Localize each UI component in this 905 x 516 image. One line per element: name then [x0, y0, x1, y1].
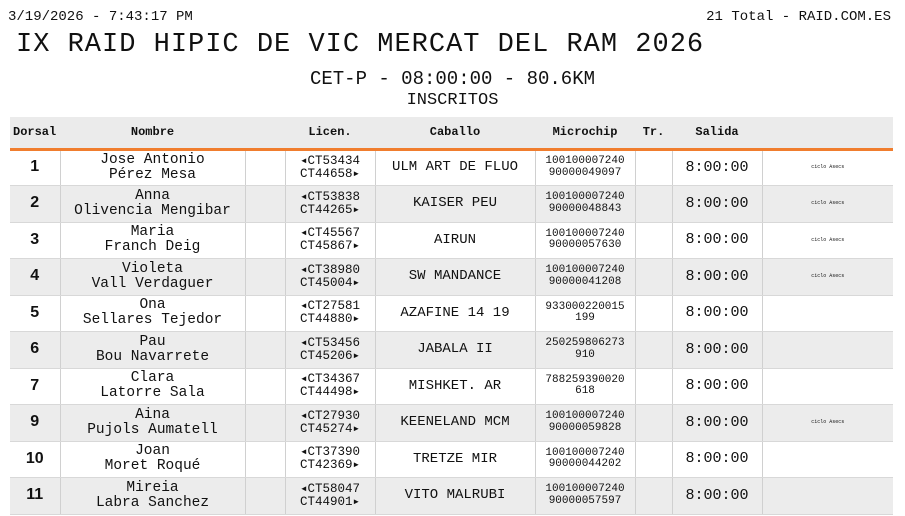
tr-cell — [635, 222, 672, 259]
rider-last-name: Franch Deig — [104, 239, 201, 256]
microchip-line1: 100100007240 — [545, 264, 625, 277]
rider-name-cell — [60, 405, 245, 442]
rider-license: ◂CT45567 — [299, 226, 361, 241]
dorsal-cell: 6 — [10, 332, 60, 369]
blank-cell — [245, 368, 285, 405]
license-cell — [285, 295, 375, 332]
rider-first-name: Violeta — [122, 260, 183, 277]
microchip-cell — [535, 478, 635, 515]
rider-name-cell — [60, 186, 245, 223]
blank-cell — [245, 295, 285, 332]
horse-license: CT42369▸ — [299, 458, 361, 473]
note-cell — [762, 478, 893, 515]
col-header-caballo: Caballo — [375, 117, 535, 149]
microchip-cell — [535, 405, 635, 442]
rider-first-name: Joan — [135, 443, 170, 460]
dorsal-cell: 10 — [10, 441, 60, 478]
rider-last-name: Moret Roqué — [104, 458, 201, 475]
rider-last-name: Pujols Aumatell — [87, 421, 218, 438]
col-header-blank — [245, 117, 285, 149]
rider-license: ◂CT53456 — [299, 335, 361, 350]
dorsal-cell: 11 — [10, 478, 60, 515]
rider-name-cell — [60, 368, 245, 405]
start-time-cell: 8:00:00 — [672, 332, 762, 369]
event-title: IX RAID HIPIC DE VIC MERCAT DEL RAM 2026 — [16, 30, 705, 60]
microchip-cell — [535, 368, 635, 405]
microchip-cell — [535, 295, 635, 332]
table-row — [10, 259, 893, 296]
col-header-nombre: Nombre — [60, 117, 245, 149]
col-header-licen: Licen. — [285, 117, 375, 149]
horse-cell: JABALA II — [375, 332, 535, 369]
blank-cell — [245, 405, 285, 442]
blank-cell — [245, 222, 285, 259]
rider-name-cell — [60, 222, 245, 259]
rider-name-cell — [60, 149, 245, 186]
horse-cell: KEENELAND MCM — [375, 405, 535, 442]
rider-last-name: Labra Sanchez — [95, 494, 210, 511]
microchip-line1: 100100007240 — [545, 191, 625, 204]
rider-first-name: Pau — [139, 333, 166, 350]
license-cell — [285, 441, 375, 478]
note-cell — [762, 295, 893, 332]
horse-cell: VITO MALRUBI — [375, 478, 535, 515]
microchip-line2: 618 — [575, 385, 595, 398]
col-header-microchip: Microchip — [535, 117, 635, 149]
report-header-line — [8, 9, 891, 27]
start-time-cell: 8:00:00 — [672, 259, 762, 296]
table-row — [10, 186, 893, 223]
table-row — [10, 368, 893, 405]
license-cell — [285, 332, 375, 369]
table-row — [10, 405, 893, 442]
tr-cell — [635, 332, 672, 369]
start-time-cell: 8:00:00 — [672, 478, 762, 515]
blank-cell — [245, 332, 285, 369]
horse-license: CT44498▸ — [299, 385, 361, 400]
horse-license: CT44880▸ — [299, 312, 361, 327]
microchip-line2: 90000059828 — [548, 421, 622, 434]
tr-cell — [635, 149, 672, 186]
dorsal-cell: 7 — [10, 368, 60, 405]
horse-cell: MISHKET. AR — [375, 368, 535, 405]
tr-cell — [635, 186, 672, 223]
rider-name-cell — [60, 259, 245, 296]
blank-cell — [245, 186, 285, 223]
rider-last-name: Latorre Sala — [100, 385, 205, 402]
table-header-row — [10, 117, 893, 149]
tr-cell — [635, 259, 672, 296]
tr-cell — [635, 441, 672, 478]
microchip-cell — [535, 222, 635, 259]
table-row — [10, 478, 893, 515]
microchip-cell — [535, 441, 635, 478]
microchip-cell — [535, 332, 635, 369]
start-time-cell: 8:00:00 — [672, 405, 762, 442]
dorsal-cell: 1 — [10, 149, 60, 186]
rider-first-name: Aina — [135, 406, 170, 423]
horse-cell: KAISER PEU — [375, 186, 535, 223]
horse-cell: AIRUN — [375, 222, 535, 259]
note-cell: ciclo Asecs — [762, 405, 893, 442]
note-cell: ciclo Asecs — [762, 186, 893, 223]
dorsal-cell: 9 — [10, 405, 60, 442]
tr-cell — [635, 368, 672, 405]
rider-name-cell — [60, 441, 245, 478]
microchip-line1: 100100007240 — [545, 155, 625, 168]
microchip-line1: 100100007240 — [545, 410, 625, 423]
rider-license: ◂CT58047 — [299, 481, 361, 496]
horse-cell: ULM ART DE FLUO — [375, 149, 535, 186]
blank-cell — [245, 441, 285, 478]
dorsal-cell: 5 — [10, 295, 60, 332]
horse-license: CT45004▸ — [299, 275, 361, 290]
dorsal-cell: 3 — [10, 222, 60, 259]
dorsal-cell: 4 — [10, 259, 60, 296]
horse-cell: TRETZE MIR — [375, 441, 535, 478]
start-time-cell: 8:00:00 — [672, 441, 762, 478]
license-cell — [285, 368, 375, 405]
rider-last-name: Bou Navarrete — [95, 348, 210, 365]
microchip-line2: 90000048843 — [548, 202, 622, 215]
rider-last-name: Vall Verdaguer — [91, 275, 214, 292]
table-row — [10, 149, 893, 186]
col-header-dorsal: Dorsal — [10, 117, 60, 149]
start-time-cell: 8:00:00 — [672, 149, 762, 186]
license-cell — [285, 405, 375, 442]
rider-name-cell — [60, 332, 245, 369]
microchip-line2: 90000044202 — [548, 458, 622, 471]
microchip-line2: 90000041208 — [548, 275, 622, 288]
rider-license: ◂CT27581 — [299, 299, 361, 314]
horse-cell: SW MANDANCE — [375, 259, 535, 296]
license-cell — [285, 259, 375, 296]
microchip-line2: 90000057630 — [548, 239, 622, 252]
microchip-line1: 788259390020 — [545, 373, 625, 386]
rider-first-name: Clara — [130, 370, 175, 387]
table-row — [10, 222, 893, 259]
microchip-line1: 100100007240 — [545, 227, 625, 240]
rider-last-name: Pérez Mesa — [108, 166, 196, 183]
horse-cell: AZAFINE 14 19 — [375, 295, 535, 332]
start-time-cell: 8:00:00 — [672, 222, 762, 259]
rider-first-name: Jose Antonio — [100, 151, 205, 168]
start-time-cell: 8:00:00 — [672, 186, 762, 223]
note-cell — [762, 441, 893, 478]
start-time-cell: 8:00:00 — [672, 368, 762, 405]
microchip-line2: 199 — [575, 312, 595, 325]
microchip-line1: 100100007240 — [545, 483, 625, 496]
rider-first-name: Maria — [130, 224, 175, 241]
horse-license: CT44265▸ — [299, 202, 361, 217]
table-row — [10, 441, 893, 478]
note-cell — [762, 368, 893, 405]
report-total: 21 Total - RAID.COM.ES — [706, 9, 891, 25]
table-row — [10, 295, 893, 332]
rider-license: ◂CT53838 — [299, 189, 361, 204]
rider-name-cell — [60, 478, 245, 515]
col-header-note — [762, 117, 893, 149]
license-cell — [285, 478, 375, 515]
microchip-cell — [535, 259, 635, 296]
rider-name-cell — [60, 295, 245, 332]
col-header-salida: Salida — [672, 117, 762, 149]
rider-last-name: Sellares Tejedor — [82, 312, 223, 329]
microchip-line2: 90000057597 — [548, 494, 622, 507]
horse-license: CT45274▸ — [299, 421, 361, 436]
tr-cell — [635, 478, 672, 515]
table-row — [10, 332, 893, 369]
rider-license: ◂CT27930 — [299, 408, 361, 423]
note-cell: ciclo Asecs — [762, 259, 893, 296]
microchip-line1: 250259806273 — [545, 337, 625, 350]
rider-first-name: Mireia — [126, 479, 179, 496]
tr-cell — [635, 295, 672, 332]
note-cell: ciclo Asecs — [762, 222, 893, 259]
microchip-cell — [535, 149, 635, 186]
note-cell — [762, 332, 893, 369]
rider-license: ◂CT34367 — [299, 372, 361, 387]
rider-license: ◂CT38980 — [299, 262, 361, 277]
horse-license: CT44901▸ — [299, 494, 361, 509]
rider-license: ◂CT53434 — [299, 153, 361, 168]
tr-cell — [635, 405, 672, 442]
horse-license: CT44658▸ — [299, 166, 361, 181]
microchip-line2: 90000049097 — [548, 166, 622, 179]
category-line: CET-P - 08:00:00 - 80.6KM — [309, 68, 596, 90]
entries-table — [10, 117, 893, 515]
start-time-cell: 8:00:00 — [672, 295, 762, 332]
report-timestamp: 3/19/2026 - 7:43:17 PM — [8, 9, 193, 25]
license-cell — [285, 222, 375, 259]
note-cell: ciclo Asecs — [762, 149, 893, 186]
rider-first-name: Ona — [139, 297, 166, 314]
col-header-tr: Tr. — [635, 117, 672, 149]
blank-cell — [245, 259, 285, 296]
section-title: INSCRITOS — [406, 91, 499, 110]
microchip-line2: 910 — [575, 348, 595, 361]
rider-first-name: Anna — [135, 187, 170, 204]
microchip-line1: 933000220015 — [545, 300, 625, 313]
horse-license: CT45206▸ — [299, 348, 361, 363]
license-cell — [285, 149, 375, 186]
microchip-cell — [535, 186, 635, 223]
rider-license: ◂CT37390 — [299, 445, 361, 460]
blank-cell — [245, 478, 285, 515]
microchip-line1: 100100007240 — [545, 446, 625, 459]
dorsal-cell: 2 — [10, 186, 60, 223]
horse-license: CT45867▸ — [299, 239, 361, 254]
rider-last-name: Olivencia Mengibar — [74, 202, 231, 219]
blank-cell — [245, 149, 285, 186]
license-cell — [285, 186, 375, 223]
